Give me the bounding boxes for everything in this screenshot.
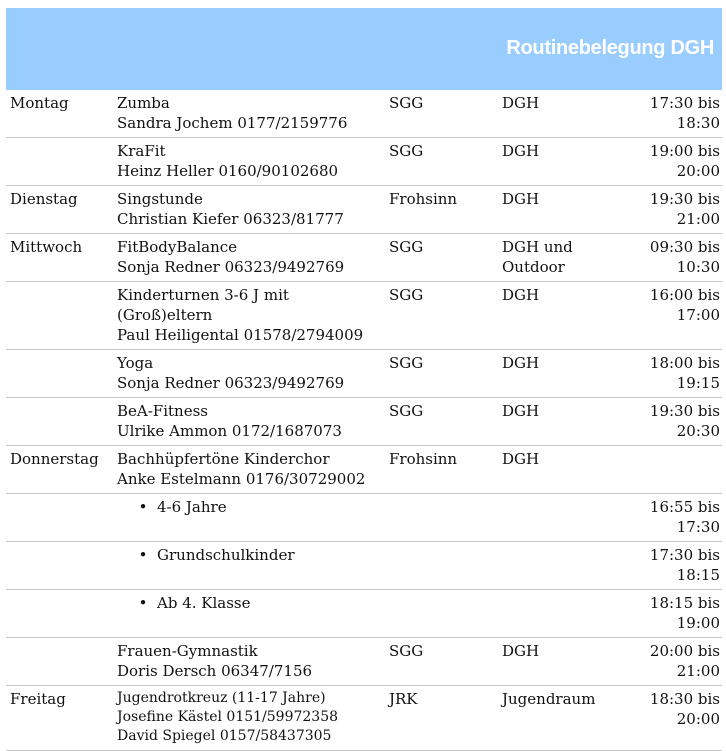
- activity-cell: [113, 234, 385, 282]
- table-row: [6, 398, 722, 446]
- place-cell: DGH: [498, 90, 599, 138]
- choir-group-cell: [113, 542, 599, 590]
- activity-cell: [113, 282, 385, 350]
- time-cell: 19:30 bis 20:30: [599, 398, 722, 446]
- place-cell: Jugendraum: [498, 686, 599, 751]
- choir-group-row: [6, 542, 722, 590]
- header-banner: [6, 8, 722, 90]
- time-cell: 20:00 bis 21:00: [599, 638, 722, 686]
- place-cell: DGH: [498, 138, 599, 186]
- place-cell: DGH und Outdoor: [498, 234, 599, 282]
- time-cell: [599, 446, 722, 494]
- club-cell: JRK: [385, 686, 498, 751]
- activity-name: BeA-Fitness: [117, 402, 208, 420]
- table-row: [6, 234, 722, 282]
- contact-info-2: David Spiegel 0157/58437305: [117, 728, 332, 744]
- table-row: [6, 638, 722, 686]
- contact-info: Anke Estelmann 0176/30729002: [117, 470, 366, 488]
- activity-cell: [113, 686, 385, 751]
- choir-group-cell: [113, 590, 599, 638]
- club-cell: SGG: [385, 638, 498, 686]
- club-cell: Frohsinn: [385, 186, 498, 234]
- day-cell: Dienstag: [6, 186, 113, 234]
- contact-info: Ulrike Ammon 0172/1687073: [117, 422, 342, 440]
- time-cell: 19:30 bis 21:00: [599, 186, 722, 234]
- day-cell: [6, 138, 113, 186]
- day-cell: [6, 282, 113, 350]
- choir-group-label: Ab 4. Klasse: [157, 594, 251, 612]
- choir-group-label: 4-6 Jahre: [157, 498, 227, 516]
- table-row: [6, 138, 722, 186]
- club-cell: SGG: [385, 234, 498, 282]
- activity-cell: [113, 638, 385, 686]
- place-cell: DGH: [498, 282, 599, 350]
- day-cell: [6, 398, 113, 446]
- club-cell: SGG: [385, 350, 498, 398]
- table-row: [6, 186, 722, 234]
- club-cell: SGG: [385, 90, 498, 138]
- activity-name: Yoga: [117, 354, 154, 372]
- time-cell: 17:30 bis 18:30: [599, 90, 722, 138]
- time-cell: 09:30 bis 10:30: [599, 234, 722, 282]
- activity-name: Jugendrotkreuz (11-17 Jahre): [117, 690, 326, 706]
- club-cell: SGG: [385, 138, 498, 186]
- table-row: [6, 446, 722, 494]
- time-cell: 16:00 bis 17:00: [599, 282, 722, 350]
- contact-info: Sonja Redner 06323/9492769: [117, 258, 345, 276]
- time-cell: 18:15 bis 19:00: [599, 590, 722, 638]
- time-cell: 16:55 bis 17:30: [599, 494, 722, 542]
- contact-info: Doris Dersch 06347/7156: [117, 662, 313, 680]
- club-cell: SGG: [385, 282, 498, 350]
- activity-name: Singstunde: [117, 190, 203, 208]
- bullet-icon: •: [138, 546, 148, 564]
- activity-name: KraFit: [117, 142, 166, 160]
- activity-name: Frauen-Gymnastik: [117, 642, 258, 660]
- contact-info: Christian Kiefer 06323/81777: [117, 210, 344, 228]
- activity-name: Zumba: [117, 94, 170, 112]
- place-cell: DGH: [498, 186, 599, 234]
- day-cell: [6, 638, 113, 686]
- day-cell: Montag: [6, 90, 113, 138]
- activity-name: Kinderturnen 3-6 J mit (Groß)eltern: [117, 286, 289, 324]
- time-cell: 17:30 bis 18:15: [599, 542, 722, 590]
- choir-group-row: [6, 590, 722, 638]
- contact-info: Josefine Kästel 0151/59972358: [117, 709, 339, 725]
- place-cell: DGH: [498, 446, 599, 494]
- choir-group-cell: [113, 494, 599, 542]
- table-row: [6, 350, 722, 398]
- club-cell: SGG: [385, 398, 498, 446]
- page-title: Routinebelegung DGH: [506, 37, 714, 59]
- day-cell: Freitag: [6, 686, 113, 751]
- contact-info: Sonja Redner 06323/9492769: [117, 374, 345, 392]
- place-cell: DGH: [498, 350, 599, 398]
- day-cell: [6, 350, 113, 398]
- activity-name: FitBodyBalance: [117, 238, 238, 256]
- activity-cell: [113, 138, 385, 186]
- choir-group-row: [6, 494, 722, 542]
- day-cell: Mittwoch: [6, 234, 113, 282]
- time-cell: 19:00 bis 20:00: [599, 138, 722, 186]
- table-row: [6, 90, 722, 138]
- activity-cell: [113, 90, 385, 138]
- choir-group-label: Grundschulkinder: [157, 546, 295, 564]
- activity-cell: [113, 186, 385, 234]
- table-row: [6, 282, 722, 350]
- bullet-icon: •: [138, 498, 148, 516]
- contact-info: Paul Heiligental 01578/2794009: [117, 326, 364, 344]
- contact-info: Sandra Jochem 0177/2159776: [117, 114, 348, 132]
- time-cell: 18:00 bis 19:15: [599, 350, 722, 398]
- activity-name: Bachhüpfertöne Kinderchor: [117, 450, 330, 468]
- contact-info: Heinz Heller 0160/90102680: [117, 162, 339, 180]
- bullet-icon: •: [138, 594, 148, 612]
- time-cell: 18:30 bis 20:00: [599, 686, 722, 751]
- activity-cell: [113, 398, 385, 446]
- day-cell: Donnerstag: [6, 446, 113, 494]
- place-cell: DGH: [498, 638, 599, 686]
- club-cell: Frohsinn: [385, 446, 498, 494]
- activity-cell: [113, 446, 385, 494]
- schedule-table: [6, 90, 722, 751]
- table-row: [6, 686, 722, 751]
- activity-cell: [113, 350, 385, 398]
- place-cell: DGH: [498, 398, 599, 446]
